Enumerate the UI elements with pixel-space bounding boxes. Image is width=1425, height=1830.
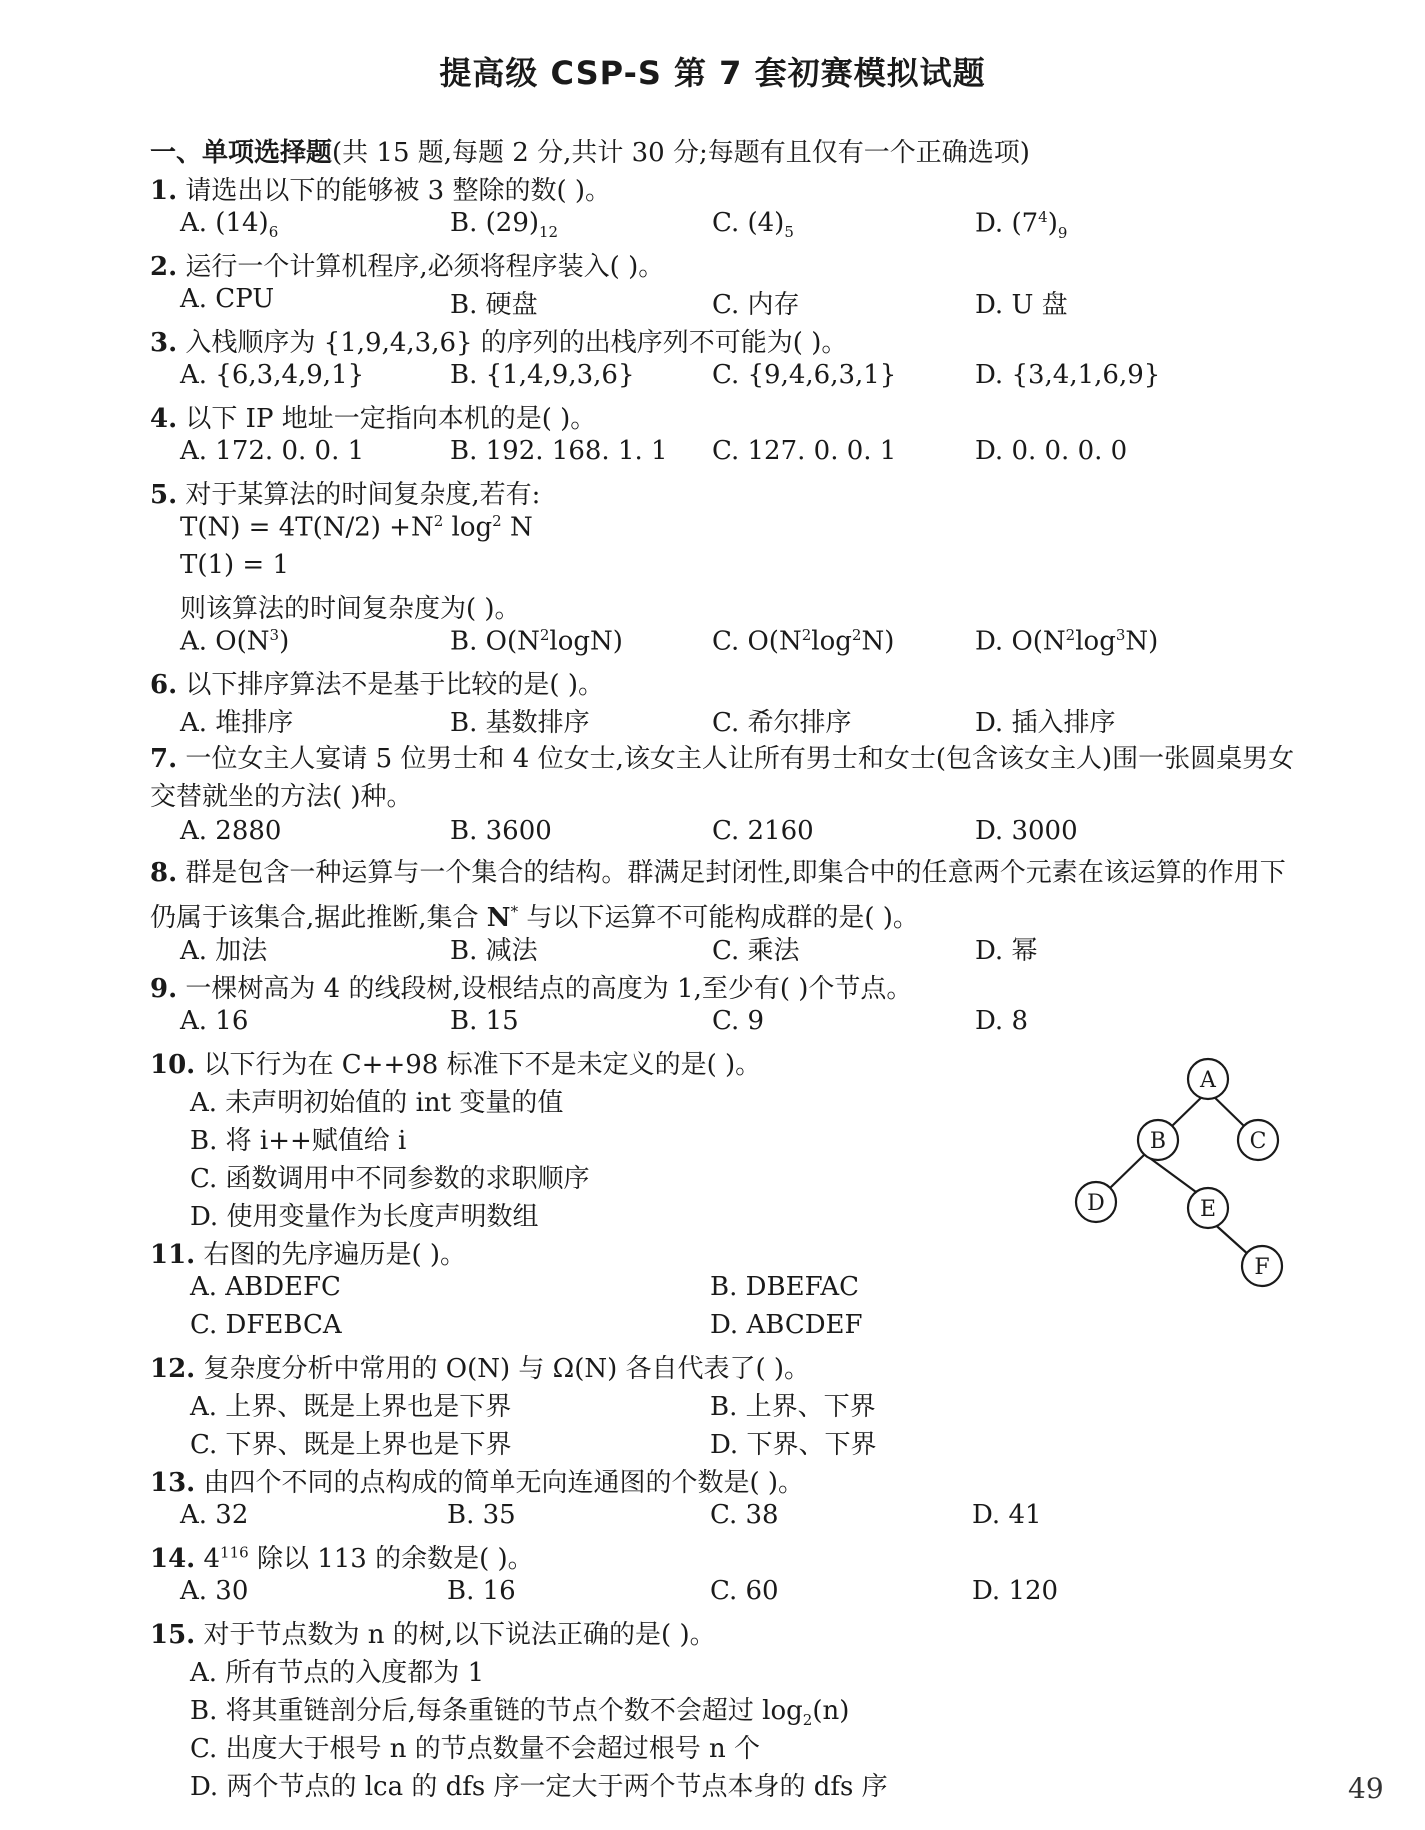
question-14: 14. $4^{116}$ 除以 113 的余数是( )。 [150,1543,534,1574]
option-a: A. 堆排序 [180,708,294,738]
option-c: C. 内存 [712,290,800,320]
option-a: A. 30 [180,1576,249,1606]
option-c: C. 2160 [712,816,814,846]
tree-node-label: A [1200,1068,1216,1093]
option-a: A. 32 [180,1500,249,1530]
option-c: C. $O(N^2\log^2N)$ [712,626,895,657]
recurrence-line: $T(N) = 4T(N/2) +N^2$ $\log^2 N$ [180,512,533,543]
section-heading [150,132,1030,169]
option-a: A. CPU [180,284,275,314]
option-a: A. 加法 [180,936,268,966]
question-text: 运行一个计算机程序,必须将程序装入( )。 [185,252,665,282]
question-text: 对于某算法的时间复杂度,若有: [185,480,541,510]
option-c: C. {9,4,6,3,1} [712,360,897,390]
edge-b-d [1110,1154,1145,1188]
question-number: 1. [150,176,178,206]
question-text: 由四个不同的点构成的简单无向连通图的个数是( )。 [203,1468,805,1498]
question-text: 一位女主人宴请 5 位男士和 4 位女士,该女主人让所有男士和女士(包含该女主人)围一张圆桌男女交替就坐的方法( )种。 [150,744,1295,812]
question-text: 入栈顺序为 {1,9,4,3,6} 的序列的出栈序列不可能为( )。 [185,328,848,358]
question-4: 4. 以下 IP 地址一定指向本机的是( )。 [150,404,597,434]
question-3: 3. 入栈顺序为 {1,9,4,3,6} 的序列的出栈序列不可能为( )。 [150,328,848,358]
option-a: A. 2880 [180,816,282,846]
section-note: (共 15 题,每题 2 分,共计 30 分;每题有且仅有一个正确选项) [332,138,1030,168]
question-13: 13. 由四个不同的点构成的简单无向连通图的个数是( )。 [150,1468,805,1498]
option-b: B. 3600 [450,816,552,846]
option-c: C. 38 [710,1500,779,1530]
option-d: D. 两个节点的 lca 的 dfs 序一定大于两个节点本身的 dfs 序 [190,1772,888,1802]
option-d: D. 0. 0. 0. 0 [975,436,1128,466]
question-prompt: 则该算法的时间复杂度为( )。 [180,594,521,624]
question-12: 12. 复杂度分析中常用的 O(N) 与 Ω(N) 各自代表了( )。 [150,1354,811,1384]
option-c: C. $(4)_5$ [712,208,794,242]
option-d: D. $O(N^2\log^3N)$ [975,626,1159,657]
option-b: B. 硬盘 [450,290,538,320]
tree-node-label: D [1087,1191,1105,1216]
question-text: 以下行为在 C++98 标准下不是未定义的是( )。 [203,1050,762,1080]
option-a: A. $O(N^3)$ [180,626,290,657]
option-c: C. 函数调用中不同参数的求职顺序 [190,1164,590,1194]
option-d: D. 8 [975,1006,1028,1036]
edge-b-e [1147,1156,1196,1192]
question-1 [150,170,611,207]
option-b: B. 将 i++赋值给 i [190,1126,407,1156]
question-text: 右图的先序遍历是( )。 [203,1240,467,1270]
option-c: C. DFEBCA [190,1310,342,1340]
question-8: 8. 群是包含一种运算与一个集合的结构。群满足封闭性,即集合中的任意两个元素在该运算的作用下仍属于该集合,据此推断,集合 N* 与以下运算不可能构成群的是( )。 [150,858,1286,933]
question-9: 9. 一棵树高为 4 的线段树,设根结点的高度为 1,至少有( )个节点。 [150,974,913,1004]
option-b: B. $(29)_{12}$ [450,208,559,242]
question-text: 请选出以下的能够被 3 整除的数( )。 [185,176,612,206]
option-b: B. 减法 [450,936,538,966]
option-b: B. 上界、下界 [710,1392,876,1422]
option-a: A. 172. 0. 0. 1 [180,436,365,466]
option-d: D. 41 [972,1500,1042,1530]
option-a: A. 所有节点的入度都为 1 [190,1658,485,1688]
tree-node-label: C [1249,1129,1267,1154]
option-b: B. 将其重链剖分后,每条重链的节点个数不会超过 $\log_2(n)$ [190,1696,850,1730]
question-text: 对于节点数为 n 的树,以下说法正确的是( )。 [203,1620,716,1650]
section-title: 一、单项选择题 [150,138,333,168]
option-c: C. 出度大于根号 n 的节点数量不会超过根号 n 个 [190,1734,761,1764]
option-c: C. 9 [712,1006,765,1036]
option-d: D. 下界、下界 [710,1430,877,1460]
option-a: A. 未声明初始值的 int 变量的值 [190,1088,564,1118]
tree-node-label: B [1149,1129,1167,1154]
question-5: 5. 对于某算法的时间复杂度,若有: [150,480,541,510]
tree-node-label: F [1254,1255,1270,1280]
question-6: 6. 以下排序算法不是基于比较的是( )。 [150,670,604,700]
option-c: C. 希尔排序 [712,708,852,738]
binary-tree-figure [1050,1050,1310,1300]
question-7: 7. 一位女主人宴请 5 位男士和 4 位女士,该女主人让所有男士和女士(包含该女主人)围一张圆桌男女交替就坐的方法( )种。 [150,744,1295,812]
option-d: D. 插入排序 [975,708,1116,738]
option-b: B. $O(N^2\log N)$ [450,626,623,657]
option-a: A. ABDEFC [190,1272,341,1302]
option-b: B. 192. 168. 1. 1 [450,436,668,466]
option-d: D. ABCDEF [710,1310,863,1340]
option-c: C. 127. 0. 0. 1 [712,436,897,466]
option-b: B. 15 [450,1006,519,1036]
option-b: B. 基数排序 [450,708,590,738]
question-15: 15. 对于节点数为 n 的树,以下说法正确的是( )。 [150,1620,716,1650]
option-b: B. 35 [447,1500,516,1530]
option-a: A. {6,3,4,9,1} [180,360,365,390]
option-b: B. 16 [447,1576,516,1606]
option-a: A. 上界、既是上界也是下界 [190,1392,512,1422]
option-c: C. 乘法 [712,936,800,966]
option-d: D. U 盘 [975,290,1068,320]
option-b: B. {1,4,9,3,6} [450,360,635,390]
question-text: $4^{116}$ 除以 113 的余数是( )。 [203,1543,534,1574]
base-case-line: T(1) = 1 [180,550,290,580]
option-b: B. DBEFAC [710,1272,860,1302]
question-text: 以下排序算法不是基于比较的是( )。 [185,670,604,700]
page-number: 49 [1348,1772,1384,1805]
question-text: 群是包含一种运算与一个集合的结构。群满足封闭性,即集合中的任意两个元素在该运算的作用下仍属于该集合,据此推断,集合 N* 与以下运算不可能构成群的是( )。 [150,858,1286,933]
option-d: D. $(7^4)_9$ [975,208,1068,242]
option-a: A. $(14)_6$ [180,208,279,242]
option-d: D. {3,4,1,6,9} [975,360,1161,390]
option-d: D. 幂 [975,936,1038,966]
tree-node-label: E [1199,1197,1217,1222]
question-text: 复杂度分析中常用的 O(N) 与 Ω(N) 各自代表了( )。 [203,1354,811,1384]
option-d: D. 使用变量作为长度声明数组 [190,1202,539,1232]
option-a: A. 16 [180,1006,249,1036]
question-11: 11. 右图的先序遍历是( )。 [150,1240,467,1270]
question-2: 2. 运行一个计算机程序,必须将程序装入( )。 [150,252,665,282]
option-d: D. 120 [972,1576,1059,1606]
question-text: 以下 IP 地址一定指向本机的是( )。 [185,404,597,434]
question-text: 一棵树高为 4 的线段树,设根结点的高度为 1,至少有( )个节点。 [185,974,913,1004]
option-d: D. 3000 [975,816,1078,846]
option-c: C. 60 [710,1576,779,1606]
question-10: 10. 以下行为在 C++98 标准下不是未定义的是( )。 [150,1050,762,1080]
page-title: 提高级 CSP-S 第 7 套初赛模拟试题 [439,54,986,92]
option-c: C. 下界、既是上界也是下界 [190,1430,512,1460]
